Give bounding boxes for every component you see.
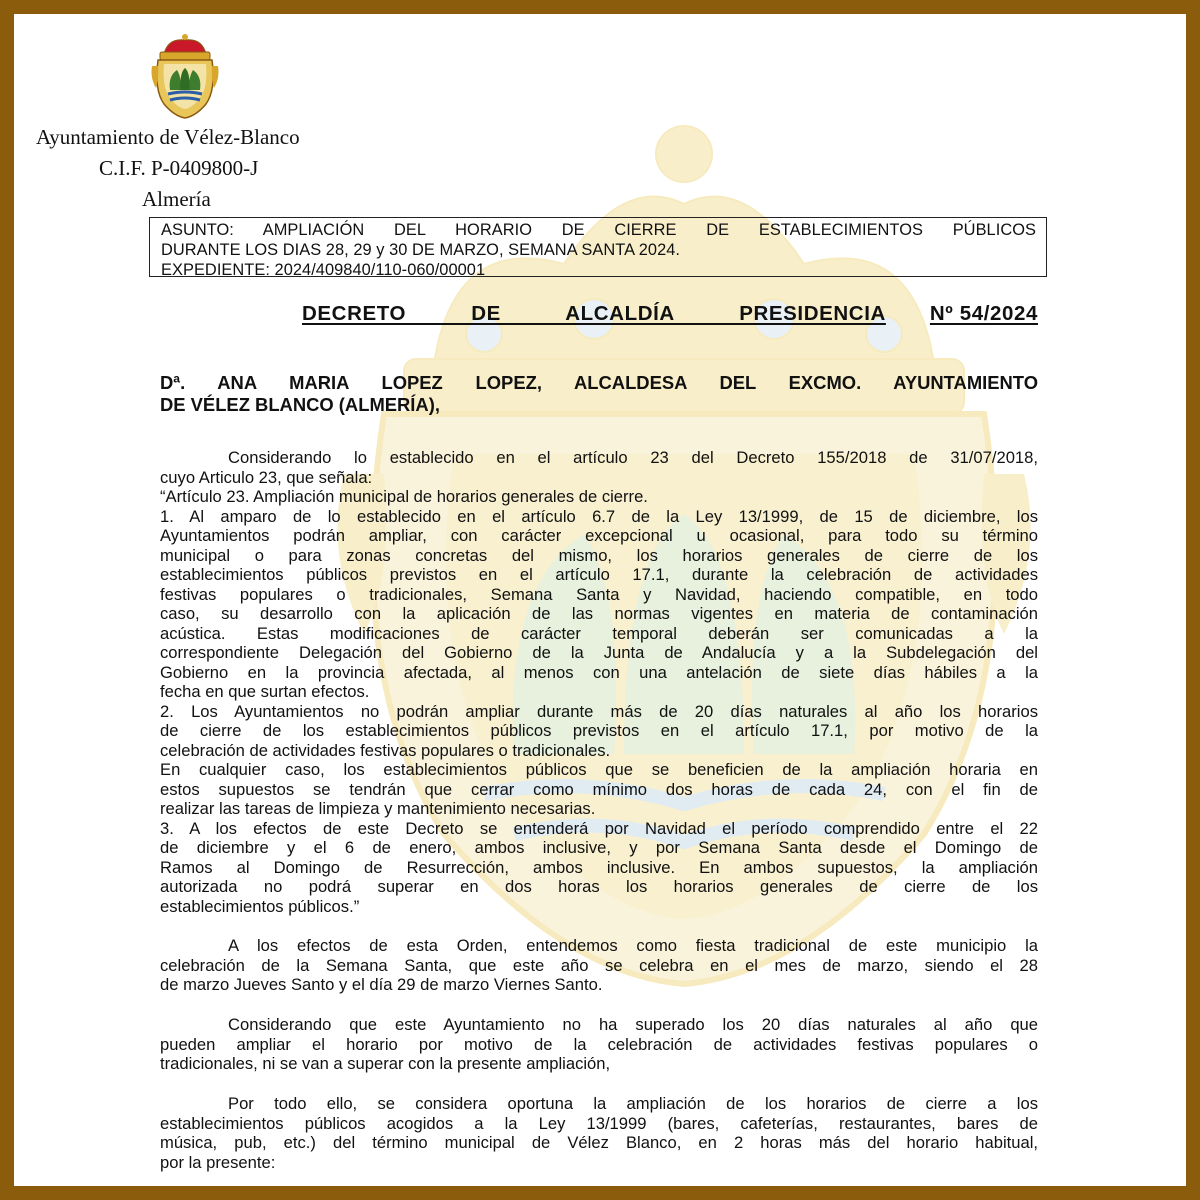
paragraph-line: estos supuestos se tendrán que cerrar como mínimo dos horas de cada 24, con el fin de <box>160 779 1038 799</box>
paragraph-line: por la presente: <box>160 1152 276 1172</box>
issuer-cif: C.I.F. P-0409800-J <box>99 156 259 180</box>
paragraph-line: de cierre de los establecimientos públicos previstos en el artículo 17.1, por motivo de la <box>160 721 1038 740</box>
subject-line-2: DURANTE LOS DIAS 28, 29 y 30 DE MARZO, SEMANA SANTA 2024. <box>161 241 681 259</box>
paragraph-line: música, pub, etc.) del término municipal de Vélez Blanco, en 2 horas más del horario habitual, <box>160 1133 1038 1152</box>
paragraph-line: 3. A los efectos de este Decreto se entenderá por Navidad el período comprendido entre el 22 <box>160 818 1038 838</box>
alcaldesa-line-2: DE VÉLEZ BLANCO (ALMERÍA), <box>160 394 440 415</box>
paragraph-line: caso, su desarrollo con la aplicación de las normas vigentes en materia de contaminación <box>160 604 1038 623</box>
paragraph-line: acústica. Estas modificaciones de carácter temporal deberán ser comunicadas a la <box>160 623 1038 643</box>
paragraph-line: cuyo Articulo 23, que señala: <box>160 467 373 487</box>
paragraph-line: correspondiente Delegación del Gobierno de la Junta de Andalucía y a la Subdelegación del <box>160 643 1038 662</box>
paragraph-line: pueden ampliar el horario por motivo de la celebración de actividades festivas populares o <box>160 1034 1038 1054</box>
paragraph-line: fecha en que surtan efectos. <box>160 682 370 701</box>
paragraph-line: 2. Los Ayuntamientos no podrán ampliar durante más de 20 días naturales al año los horarios <box>160 701 1038 721</box>
paragraph-line: autorizada no podrá superar en dos horas los horarios generales de cierre de los <box>160 877 1038 896</box>
decree-number: Nº 54/2024 <box>929 302 1038 325</box>
paragraph-considerando-2 <box>160 1015 1038 1074</box>
paragraph-line: realizar las tareas de limpieza y mantenimiento necesarias. <box>160 799 596 818</box>
paragraph-orden <box>160 936 1038 995</box>
paragraph-line: 1. Al amparo de lo establecido en el artículo 6.7 de la Ley 13/1999, de 15 de diciembre, los <box>160 506 1038 526</box>
paragraph-line: A los efectos de esta Orden, entendemos como fiesta tradicional de este municipio la <box>228 936 1038 955</box>
paragraph-line: festivas populares o tradicionales, Semana Santa y Navidad, haciendo compatible, en todo <box>160 584 1038 604</box>
paragraph-line: Ayuntamientos podrán ampliar, con carácter excepcional u ocasional, para todo su término <box>160 526 1038 545</box>
paragraph-line: “Artículo 23. Ampliación municipal de horarios generales de cierre. <box>160 487 648 506</box>
document-page <box>14 14 1186 1186</box>
paragraph-line: Considerando que este Ayuntamiento no ha superado los 20 días naturales al año que <box>228 1015 1038 1034</box>
paragraph-line: tradicionales, ni se van a superar con la presente ampliación, <box>160 1054 611 1073</box>
paragraph-por-todo <box>160 1094 1038 1172</box>
alcaldesa-heading <box>160 372 1038 416</box>
subject-box <box>149 217 1047 277</box>
decree-title-text: DECRETO DE ALCALDÍA PRESIDENCIA <box>302 302 886 325</box>
paragraph-line: Ramos al Domingo de Resurrección, ambos inclusive. En ambos supuestos, la ampliación <box>160 857 1038 877</box>
issuer-province: Almería <box>142 187 211 211</box>
subject-line-1: ASUNTO: AMPLIACIÓN DEL HORARIO DE CIERRE DE ESTABLECIMIENTOS PÚBLICOS <box>161 221 1036 239</box>
issuer-name: Ayuntamiento de Vélez-Blanco <box>36 125 300 149</box>
paragraph-line: Considerando lo establecido en el artículo 23 del Decreto 155/2018 de 31/07/2018, <box>228 448 1038 467</box>
paragraph-line: Gobierno en la provincia afectada, al menos con una antelación de siete días hábiles a la <box>160 662 1038 682</box>
paragraph-line: celebración de la Semana Santa, que este año se celebra en el mes de marzo, siendo el 28 <box>160 955 1038 975</box>
alcaldesa-line-1: Dª. ANA MARIA LOPEZ LOPEZ, ALCALDESA DEL EXCMO. AYUNTAMIENTO <box>160 372 1038 393</box>
subject-expediente: EXPEDIENTE: 2024/409840/110-060/00001 <box>161 261 486 279</box>
paragraph-line: municipal o para zonas concretas del mismo, los horarios generales de cierre de los <box>160 545 1038 565</box>
paragraph-line: En cualquier caso, los establecimientos públicos que se beneficien de la ampliación horaria en <box>160 760 1038 779</box>
paragraph-considerando-1 <box>160 448 1038 916</box>
paragraph-line: establecimientos públicos.” <box>160 896 360 916</box>
paragraph-line: de diciembre y el 6 de enero, ambos inclusive, y por Semana Santa desde el Domingo de <box>160 838 1038 857</box>
paragraph-line: establecimientos públicos previstos en el artículo 17.1, durante la celebración de actividades <box>160 565 1038 584</box>
paragraph-line: Por todo ello, se considera oportuna la ampliación de los horarios de cierre a los <box>228 1094 1038 1113</box>
paragraph-line: de marzo Jueves Santo y el día 29 de marzo Viernes Santo. <box>160 975 603 994</box>
decree-title <box>302 302 1038 326</box>
paragraph-line: celebración de actividades festivas populares o tradicionales. <box>160 740 611 760</box>
issuer-block <box>36 122 300 215</box>
paragraph-line: establecimientos públicos acogidos a la Ley 13/1999 (bares, cafeterías, restaurantes, bares de <box>160 1113 1038 1133</box>
coat-of-arms-icon <box>150 32 220 120</box>
